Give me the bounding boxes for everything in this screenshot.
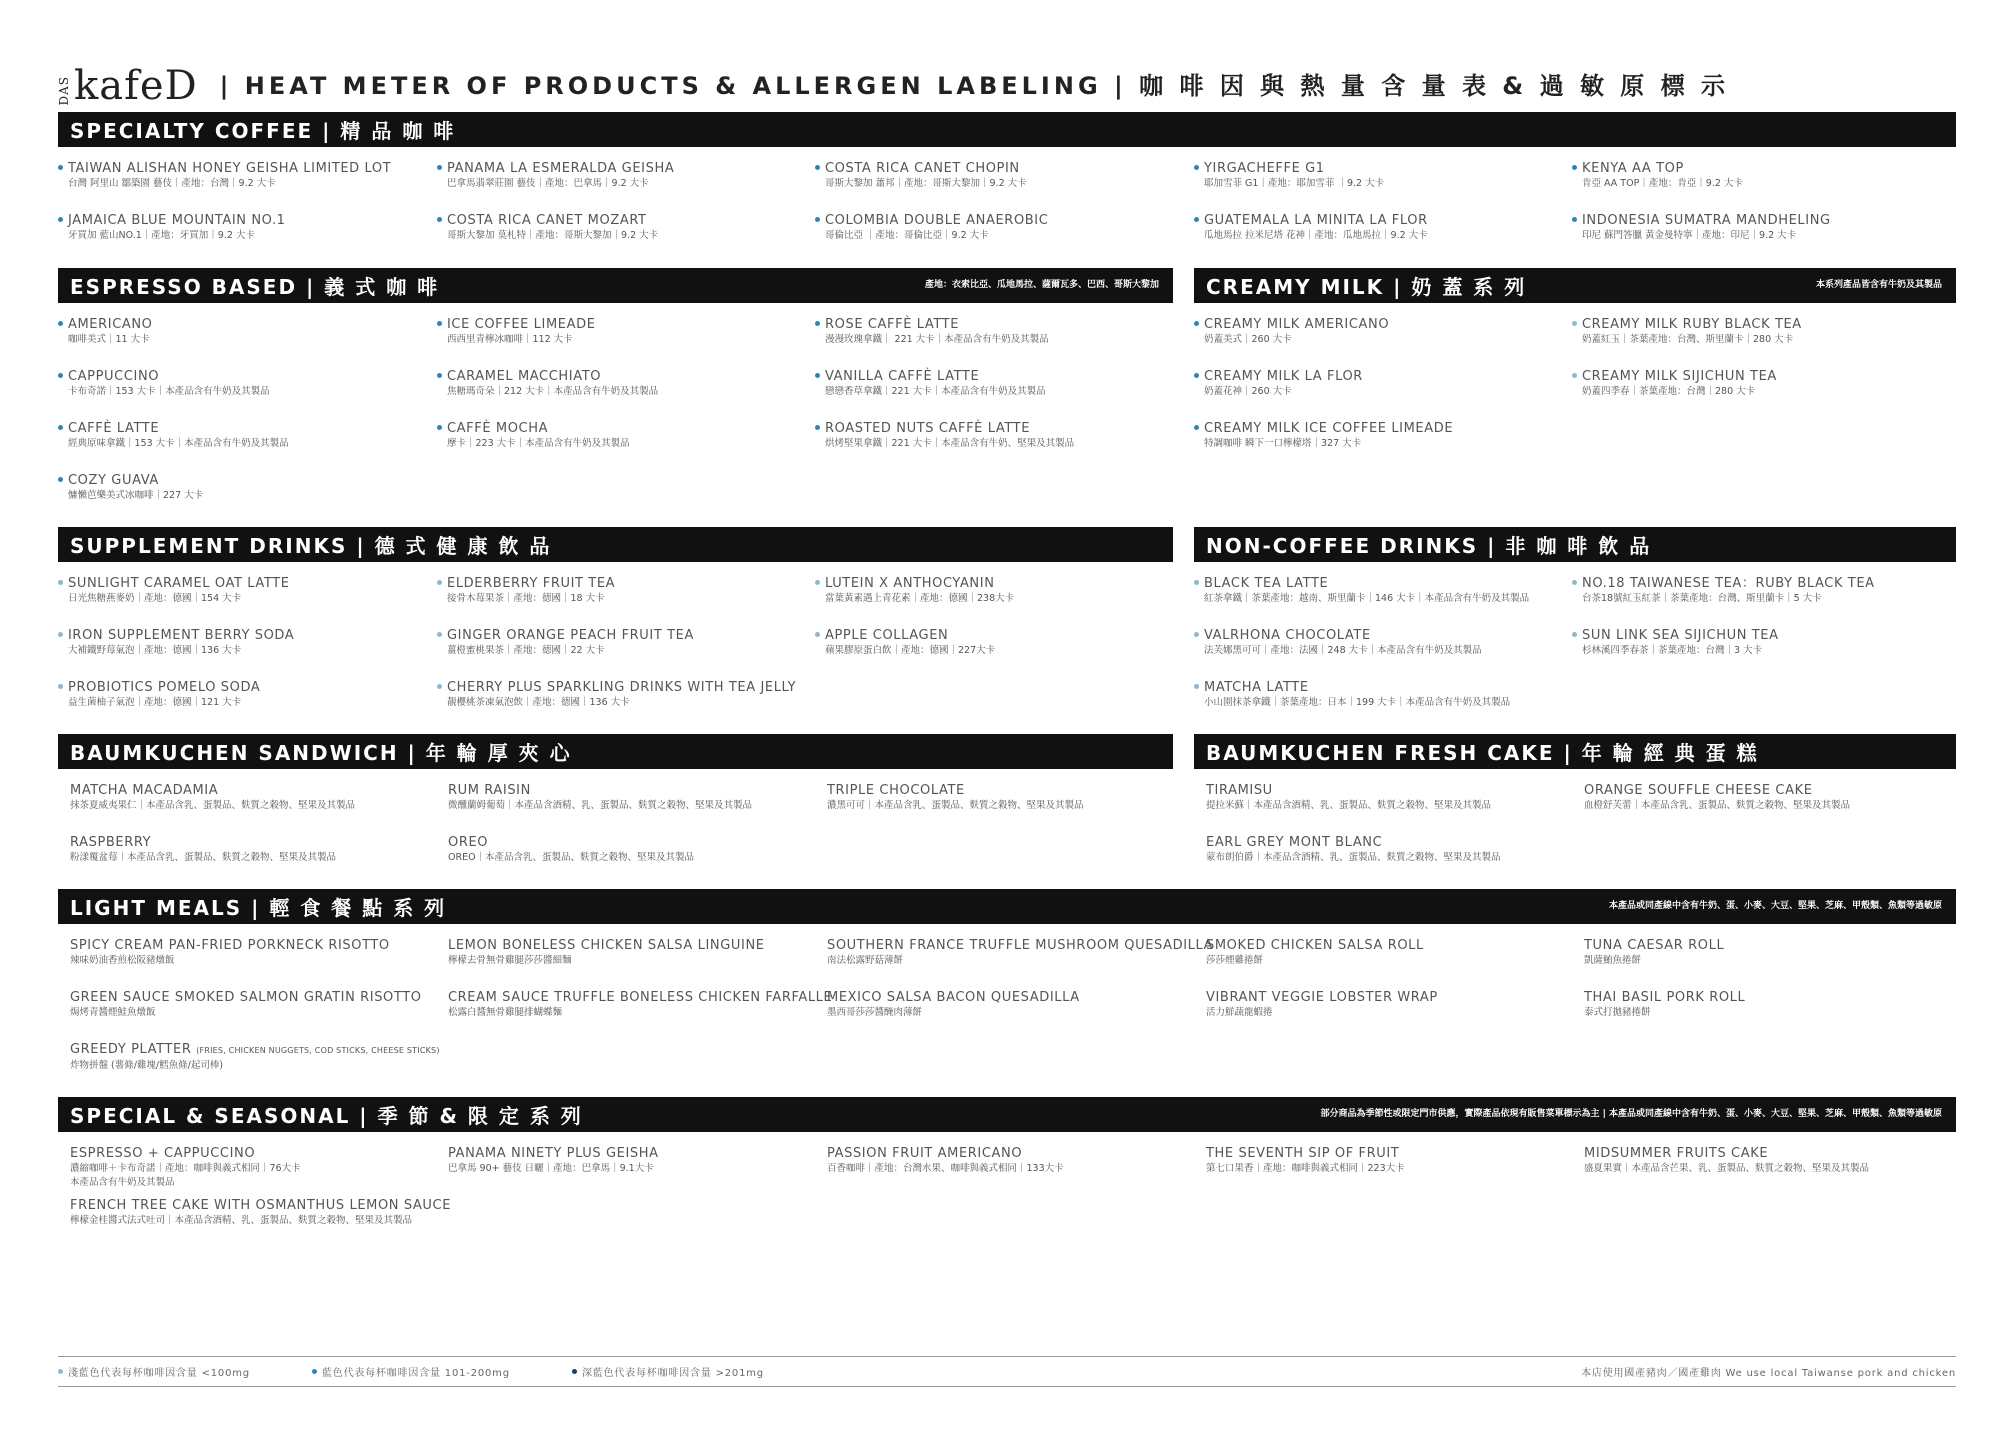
caffeine-dot-icon <box>1572 580 1577 585</box>
caffeine-dot-icon <box>1194 165 1199 170</box>
item-name: COSTA RICA CANET CHOPIN <box>825 161 1020 176</box>
menu-item <box>58 628 428 658</box>
item-desc: 辣味奶油香煎松阪豬燉飯 <box>70 955 175 966</box>
item-desc-allergen: 本產品含有牛奶及其製品 <box>70 1177 175 1188</box>
item-name: SPICY CREAM PAN-FRIED PORKNECK RISOTTO <box>70 938 390 953</box>
menu-item <box>58 161 428 191</box>
menu-item <box>815 317 1185 347</box>
item-name: ORANGE SOUFFLE CHEESE CAKE <box>1584 783 1813 798</box>
footer-divider-bottom <box>58 1386 1956 1387</box>
caffeine-dot-icon <box>437 165 442 170</box>
menu-item <box>437 317 807 347</box>
caffeine-dot-icon <box>58 321 63 326</box>
menu-item <box>70 1146 440 1190</box>
menu-item <box>1194 576 1564 606</box>
caffeine-dot-icon <box>1194 580 1199 585</box>
section-title: NON-COFFEE DRINKS | 非 咖 啡 飲 品 <box>1206 534 1652 558</box>
item-name: TIRAMISU <box>1206 783 1273 798</box>
menu-item <box>1584 990 1954 1020</box>
menu-item <box>437 628 807 658</box>
item-desc: 巴拿馬 90+ 藝伎 日曬｜產地：巴拿馬｜9.1大卡 <box>448 1163 654 1174</box>
caffeine-dot-icon <box>58 425 63 430</box>
item-desc: 蒙布朗伯爵｜本產品含酒精、乳、蛋製品、麩質之穀物、堅果及其製品 <box>1206 852 1501 863</box>
menu-item <box>437 213 807 243</box>
caffeine-dot-icon <box>1572 632 1577 637</box>
caffeine-dot-icon <box>1194 684 1199 689</box>
section-bar-supplement <box>58 527 1173 562</box>
caffeine-dot-icon <box>58 632 63 637</box>
item-desc: 奶蓋花神｜260 大卡 <box>1204 386 1292 397</box>
item-desc: 杉林溪四季春茶｜茶葉產地：台灣｜3 大卡 <box>1582 645 1763 656</box>
item-desc: 盛夏果實｜本產品含芒果、乳、蛋製品、麩質之穀物、堅果及其製品 <box>1584 1163 1870 1174</box>
brand-logo <box>57 63 198 109</box>
menu-item <box>815 161 1185 191</box>
item-name: LEMON BONELESS CHICKEN SALSA LINGUINE <box>448 938 765 953</box>
caffeine-dot-icon <box>815 321 820 326</box>
caffeine-dot-icon <box>1572 165 1577 170</box>
item-name: CHERRY PLUS SPARKLING DRINKS WITH TEA JELLY <box>447 680 797 695</box>
item-desc: 大補鐵野莓氣泡｜產地：德國｜136 大卡 <box>68 645 242 656</box>
item-name: MIDSUMMER FRUITS CAKE <box>1584 1146 1769 1161</box>
item-name: TAIWAN ALISHAN HONEY GEISHA LIMITED LOT <box>68 161 392 176</box>
menu-item <box>58 317 428 347</box>
item-name: CREAM SAUCE TRUFFLE BONELESS CHICKEN FARFALLE <box>448 990 833 1005</box>
item-desc: 血橙舒芙蕾｜本產品含乳、蛋製品、麩質之穀物、堅果及其製品 <box>1584 800 1851 811</box>
item-name: RASPBERRY <box>70 835 152 850</box>
item-name: CREAMY MILK LA FLOR <box>1204 369 1363 384</box>
item-desc: 台灣 阿里山 鄒築園 藝伎｜產地：台灣｜9.2 大卡 <box>68 178 276 189</box>
item-name: FRENCH TREE CAKE WITH OSMANTHUS LEMON SAUCE <box>70 1198 452 1213</box>
item-desc: 台茶18號紅玉紅茶｜茶葉產地：台灣、斯里蘭卡｜5 大卡 <box>1582 593 1822 604</box>
legend-mid <box>312 1364 510 1379</box>
caffeine-dot-icon <box>815 217 820 222</box>
item-desc: 戀戀香草拿鐵｜221 大卡｜本產品含有牛奶及其製品 <box>825 386 1046 397</box>
section-bar-meals <box>58 889 1956 924</box>
menu-item <box>827 990 1197 1020</box>
dark-dot-icon <box>572 1369 577 1374</box>
logo-prefix: DAS <box>57 76 71 106</box>
menu-item <box>70 1042 440 1073</box>
item-name: PASSION FRUIT AMERICANO <box>827 1146 1023 1161</box>
section-bar-sandwich <box>58 734 1173 769</box>
item-desc: 焦糖瑪奇朵｜212 大卡｜本產品含有牛奶及其製品 <box>447 386 659 397</box>
caffeine-dot-icon <box>437 684 442 689</box>
item-desc: 印尼 蘇門答臘 黃金曼特寧｜產地：印尼｜9.2 大卡 <box>1582 230 1797 241</box>
menu-item <box>1572 317 1942 347</box>
item-desc: 烘烤堅果拿鐵｜221 大卡｜本產品含有牛奶、堅果及其製品 <box>825 438 1075 449</box>
legend-dark <box>572 1364 764 1379</box>
item-name: CREAMY MILK AMERICANO <box>1204 317 1390 332</box>
item-name: CREAMY MILK SIJICHUN TEA <box>1582 369 1777 384</box>
item-desc: 蘋果膠原蛋白飲｜產地：德國｜227大卡 <box>825 645 996 656</box>
item-name: COLOMBIA DOUBLE ANAEROBIC <box>825 213 1049 228</box>
item-name: KENYA AA TOP <box>1582 161 1684 176</box>
item-name: TRIPLE CHOCOLATE <box>827 783 965 798</box>
item-desc: 檸檬去骨無骨雞腿莎莎醬細麵 <box>448 955 572 966</box>
menu-item <box>58 369 428 399</box>
menu-item <box>1206 783 1576 813</box>
caffeine-dot-icon <box>815 165 820 170</box>
section-note: 產地：衣索比亞、瓜地馬拉、薩爾瓦多、巴西、哥斯大黎加 <box>924 280 1159 290</box>
caffeine-dot-icon <box>1572 373 1577 378</box>
item-name: VALRHONA CHOCOLATE <box>1204 628 1371 643</box>
item-desc: 接骨木莓果茶｜產地：德國｜18 大卡 <box>447 593 605 604</box>
caffeine-dot-icon <box>1572 321 1577 326</box>
logo-name: kafeD <box>74 63 198 109</box>
page-header <box>57 58 1730 109</box>
item-name: SUN LINK SEA SIJICHUN TEA <box>1582 628 1779 643</box>
section-title: SPECIAL & SEASONAL | 季 節 & 限 定 系 列 <box>70 1104 583 1128</box>
item-desc: 焗烤青醬煙鮭魚燉飯 <box>70 1007 156 1018</box>
caffeine-dot-icon <box>58 684 63 689</box>
menu-item <box>58 421 428 451</box>
caffeine-dot-icon <box>58 373 63 378</box>
menu-item <box>437 161 807 191</box>
item-name: GINGER ORANGE PEACH FRUIT TEA <box>447 628 694 643</box>
item-desc: 微醺蘭姆葡萄｜本產品含酒精、乳、蛋製品、麩質之穀物、堅果及其製品 <box>448 800 753 811</box>
item-name: INDONESIA SUMATRA MANDHELING <box>1582 213 1831 228</box>
caffeine-dot-icon <box>437 425 442 430</box>
item-desc: 紅茶拿鐵｜茶葉產地：越南、斯里蘭卡｜146 大卡｜本產品含有牛奶及其製品 <box>1204 593 1530 604</box>
item-name: CAFFÈ MOCHA <box>447 421 549 436</box>
item-desc: 莎莎煙雞捲餅 <box>1206 955 1264 966</box>
item-desc: 泰式打拋豬捲餅 <box>1584 1007 1651 1018</box>
item-desc: 咖啡美式｜11 大卡 <box>68 334 150 345</box>
menu-item <box>448 835 818 865</box>
item-name: OREO <box>448 835 489 850</box>
item-name: CREAMY MILK ICE COFFEE LIMEADE <box>1204 421 1454 436</box>
item-name: LUTEIN X ANTHOCYANIN <box>825 576 995 591</box>
item-desc: 牙買加 藍山NO.1｜產地：牙買加｜9.2 大卡 <box>68 230 255 241</box>
section-note: 本系列產品皆含有牛奶及其製品 <box>1815 280 1942 290</box>
section-title: LIGHT MEALS | 輕 食 餐 點 系 列 <box>70 896 447 920</box>
item-desc: 卡布奇諾｜153 大卡｜本產品含有牛奶及其製品 <box>68 386 270 397</box>
section-bar-specialty <box>58 112 1956 147</box>
legend-light <box>58 1364 250 1379</box>
item-desc: 南法松露野菇薄餅 <box>827 955 904 966</box>
section-title: SUPPLEMENT DRINKS | 德 式 健 康 飲 品 <box>70 534 552 558</box>
menu-item <box>70 938 440 968</box>
menu-item <box>1194 628 1564 658</box>
item-desc: 哥倫比亞 ｜產地：哥倫比亞｜9.2 大卡 <box>825 230 989 241</box>
item-desc: 墨西哥莎莎醬醃肉薄餅 <box>827 1007 923 1018</box>
item-desc: 活力鮮蔬龍蝦捲 <box>1206 1007 1273 1018</box>
menu-item <box>827 938 1214 968</box>
item-name: THE SEVENTH SIP OF FRUIT <box>1206 1146 1400 1161</box>
item-name: BLACK TEA LATTE <box>1204 576 1329 591</box>
menu-item <box>437 421 807 451</box>
menu-item <box>1572 213 1942 243</box>
footer-note: 本店使用國產豬肉／國產雞肉 We use local Taiwanse pork and chicken <box>1581 1368 1956 1379</box>
caffeine-dot-icon <box>1194 217 1199 222</box>
item-desc: OREO｜本產品含乳、蛋製品、麩質之穀物、堅果及其製品 <box>448 852 695 863</box>
item-desc: 法芙娜黑可可｜產地：法國｜248 大卡｜本產品含有牛奶及其製品 <box>1204 645 1482 656</box>
item-name: GUATEMALA LA MINITA LA FLOR <box>1204 213 1428 228</box>
item-desc: 薑橙蜜桃果茶｜產地：德國｜22 大卡 <box>447 645 605 656</box>
menu-item <box>815 421 1185 451</box>
item-desc: 經典原味拿鐵｜153 大卡｜本產品含有牛奶及其製品 <box>68 438 289 449</box>
item-name: AMERICANO <box>68 317 153 332</box>
menu-item <box>815 628 1185 658</box>
item-name: EARL GREY MONT BLANC <box>1206 835 1383 850</box>
caffeine-dot-icon <box>1194 373 1199 378</box>
item-name: ICE COFFEE LIMEADE <box>447 317 596 332</box>
item-desc: 肯亞 AA TOP｜產地：肯亞｜9.2 大卡 <box>1582 178 1743 189</box>
item-name: MATCHA LATTE <box>1204 680 1309 695</box>
menu-item <box>437 369 807 399</box>
menu-item <box>1572 628 1942 658</box>
menu-item <box>1194 421 1564 451</box>
menu-item <box>58 680 428 710</box>
item-name: COSTA RICA CANET MOZART <box>447 213 647 228</box>
item-desc: 檸檬金桂醬式法式吐司｜本產品含酒精、乳、蛋製品、麩質之穀物、堅果及其製品 <box>70 1215 413 1226</box>
menu-item <box>70 990 440 1020</box>
item-name: GREEN SAUCE SMOKED SALMON GRATIN RISOTTO <box>70 990 422 1005</box>
item-name: JAMAICA BLUE MOUNTAIN NO.1 <box>68 213 286 228</box>
item-desc: 靚櫻桃茶凍氣泡飲｜產地：德國｜136 大卡 <box>447 697 630 708</box>
item-desc: 奶蓋美式｜260 大卡 <box>1204 334 1292 345</box>
menu-item <box>448 1146 818 1176</box>
caffeine-dot-icon <box>437 632 442 637</box>
menu-item <box>1584 938 1954 968</box>
menu-item <box>1584 1146 1954 1176</box>
footer-divider <box>58 1356 1956 1357</box>
caffeine-dot-icon <box>58 165 63 170</box>
caffeine-dot-icon <box>437 217 442 222</box>
menu-item <box>1194 213 1564 243</box>
item-name: PROBIOTICS POMELO SODA <box>68 680 261 695</box>
caffeine-dot-icon <box>1194 425 1199 430</box>
menu-item <box>1206 835 1576 865</box>
item-name: CREAMY MILK RUBY BLACK TEA <box>1582 317 1802 332</box>
item-name: YIRGACHEFFE G1 <box>1204 161 1325 176</box>
caffeine-dot-icon <box>815 632 820 637</box>
item-desc: 松露白醬無骨雞腿排蝴蝶麵 <box>448 1007 563 1018</box>
menu-item <box>1206 1146 1576 1176</box>
item-desc: 益生菌柚子氣泡｜產地：德國｜121 大卡 <box>68 697 242 708</box>
item-name: IRON SUPPLEMENT BERRY SODA <box>68 628 295 643</box>
menu-item <box>448 990 833 1020</box>
caffeine-dot-icon <box>1572 217 1577 222</box>
item-name: APPLE COLLAGEN <box>825 628 949 643</box>
menu-item <box>448 938 818 968</box>
caffeine-dot-icon <box>58 477 63 482</box>
menu-item <box>70 1198 452 1228</box>
item-name: ROSE CAFFÈ LATTE <box>825 317 960 332</box>
item-name: SUNLIGHT CARAMEL OAT LATTE <box>68 576 290 591</box>
caffeine-dot-icon <box>815 580 820 585</box>
item-desc: 小山園抹茶拿鐵｜茶葉產地：日本｜199 大卡｜本產品含有牛奶及其製品 <box>1204 697 1511 708</box>
item-desc: 粉漾覆盆莓｜本產品含乳、蛋製品、麩質之穀物、堅果及其製品 <box>70 852 337 863</box>
caffeine-dot-icon <box>58 217 63 222</box>
item-desc: 當葉黃素遇上青花素｜產地：德國｜238大卡 <box>825 593 1015 604</box>
item-desc: 第七口果香｜產地：咖啡與義式相同｜223大卡 <box>1206 1163 1405 1174</box>
menu-item <box>58 213 428 243</box>
item-desc: 百香咖啡｜產地：台灣水果、咖啡與義式相同｜133大卡 <box>827 1163 1064 1174</box>
legend-light-label: 淺藍色代表每杯咖啡因含量 <100mg <box>68 1368 250 1379</box>
section-title: BAUMKUCHEN SANDWICH | 年 輪 厚 夾 心 <box>70 741 572 765</box>
item-desc: 濃縮咖啡＋卡布奇諾｜產地：咖啡與義式相同｜76大卡 <box>70 1163 301 1174</box>
menu-item <box>1584 783 1954 813</box>
item-name: CAPPUCCINO <box>68 369 160 384</box>
section-note: 本產品或同產線中含有牛奶、蛋、小麥、大豆、堅果、芝麻、甲殼類、魚類等過敏原 <box>1608 901 1942 911</box>
menu-item <box>448 783 818 813</box>
item-desc: 摩卡｜223 大卡｜本產品含有牛奶及其製品 <box>447 438 630 449</box>
item-name: PANAMA LA ESMERALDA GEISHA <box>447 161 675 176</box>
item-desc: 巴拿馬翡翠莊園 藝伎｜產地：巴拿馬｜9.2 大卡 <box>447 178 649 189</box>
menu-item <box>437 680 807 710</box>
section-title: BAUMKUCHEN FRESH CAKE | 年 輪 經 典 蛋 糕 <box>1206 741 1759 765</box>
section-bar-seasonal <box>58 1097 1956 1132</box>
caffeine-dot-icon <box>58 580 63 585</box>
item-name: VIBRANT VEGGIE LOBSTER WRAP <box>1206 990 1438 1005</box>
legend-dark-label: 深藍色代表每杯咖啡因含量 >201mg <box>582 1368 764 1379</box>
menu-item <box>70 783 440 813</box>
light-dot-icon <box>58 1369 63 1374</box>
item-desc: 奶蓋紅玉｜茶葉產地：台灣、斯里蘭卡｜280 大卡 <box>1582 334 1794 345</box>
caffeine-dot-icon <box>437 373 442 378</box>
item-desc: 凱薩鮪魚捲餅 <box>1584 955 1642 966</box>
item-desc: 提拉米蘇｜本產品含酒精、乳、蛋製品、麩質之穀物、堅果及其製品 <box>1206 800 1492 811</box>
item-desc: 漫漫玫瑰拿鐵｜ 221 大卡｜本產品含有牛奶及其製品 <box>825 334 1049 345</box>
menu-item <box>1194 369 1564 399</box>
menu-item <box>1194 680 1564 710</box>
item-name: SOUTHERN FRANCE TRUFFLE MUSHROOM QUESADILLA <box>827 938 1214 953</box>
item-name: MEXICO SALSA BACON QUESADILLA <box>827 990 1080 1005</box>
section-bar-creamy <box>1194 268 1956 303</box>
menu-item <box>1572 161 1942 191</box>
item-desc: 西西里青檸冰咖啡｜112 大卡 <box>447 334 573 345</box>
item-name: MATCHA MACADAMIA <box>70 783 219 798</box>
item-desc: 特調咖啡 瞬下一口檸檬塔｜327 大卡 <box>1204 438 1362 449</box>
menu-item <box>1194 161 1564 191</box>
item-name: THAI BASIL PORK ROLL <box>1584 990 1746 1005</box>
menu-item <box>58 576 428 606</box>
item-name: SMOKED CHICKEN SALSA ROLL <box>1206 938 1424 953</box>
menu-item <box>815 369 1185 399</box>
menu-item <box>70 835 440 865</box>
item-name-note: (FRIES, CHICKEN NUGGETS, COD STICKS, CHEESE STICKS) <box>196 1046 440 1055</box>
section-note: 部分商品為季節性或限定門市供應，實際產品依現有販售菜單標示為主 | 本產品或同產線中含有牛奶、蛋、小麥、大豆、堅果、芝麻、甲殼類、魚類等過敏原 <box>1320 1109 1942 1119</box>
item-desc: 哥斯大黎加 莫札特｜產地：哥斯大黎加｜9.2 大卡 <box>447 230 659 241</box>
section-bar-espresso <box>58 268 1173 303</box>
menu-item <box>1206 990 1576 1020</box>
caffeine-dot-icon <box>437 321 442 326</box>
item-desc: 炸物拼盤 (薯條/雞塊/鱈魚條/起司棒) <box>70 1060 224 1071</box>
menu-item <box>1572 576 1942 606</box>
section-bar-cake <box>1194 734 1956 769</box>
item-desc: 哥斯大黎加 蕭邦｜產地：哥斯大黎加｜9.2 大卡 <box>825 178 1027 189</box>
caffeine-dot-icon <box>1194 632 1199 637</box>
item-desc: 耶加雪菲 G1｜產地：耶加雪菲 ｜9.2 大卡 <box>1204 178 1385 189</box>
item-name: VANILLA CAFFÈ LATTE <box>825 369 980 384</box>
section-title: ESPRESSO BASED | 義 式 咖 啡 <box>70 275 440 299</box>
caffeine-dot-icon <box>815 425 820 430</box>
legend-mid-label: 藍色代表每杯咖啡因含量 101-200mg <box>322 1368 510 1379</box>
caffeine-dot-icon <box>437 580 442 585</box>
mid-dot-icon <box>312 1369 317 1374</box>
item-desc: 濃黑可可｜本產品含乳、蛋製品、麩質之穀物、堅果及其製品 <box>827 800 1084 811</box>
caffeine-dot-icon <box>1194 321 1199 326</box>
item-name: CAFFÈ LATTE <box>68 421 160 436</box>
page-title: | HEAT METER OF PRODUCTS & ALLERGEN LABELING | 咖 啡 因 與 熱 量 含 量 表 & 過 敏 原 標 示 <box>219 72 1730 100</box>
item-name: GREEDY PLATTER <box>70 1042 192 1057</box>
menu-item <box>1572 369 1942 399</box>
menu-item <box>827 783 1197 813</box>
menu-item <box>437 576 807 606</box>
item-desc: 日光焦糖燕麥奶｜產地：德國｜154 大卡 <box>68 593 242 604</box>
section-bar-noncoffee <box>1194 527 1956 562</box>
item-name: NO.18 TAIWANESE TEA：RUBY BLACK TEA <box>1582 576 1875 591</box>
section-title: CREAMY MILK | 奶 蓋 系 列 <box>1206 275 1527 299</box>
menu-item <box>815 576 1185 606</box>
item-name: RUM RAISIN <box>448 783 531 798</box>
item-desc: 慵懶芭樂美式冰咖啡｜227 大卡 <box>68 490 204 501</box>
menu-item <box>827 1146 1197 1176</box>
menu-item <box>1206 938 1576 968</box>
menu-item <box>58 473 428 503</box>
menu-item <box>815 213 1185 243</box>
item-name: ESPRESSO + CAPPUCCINO <box>70 1146 256 1161</box>
item-name: CARAMEL MACCHIATO <box>447 369 602 384</box>
item-name: PANAMA NINETY PLUS GEISHA <box>448 1146 659 1161</box>
item-desc: 奶蓋四季春｜茶葉產地：台灣｜280 大卡 <box>1582 386 1756 397</box>
item-name: COZY GUAVA <box>68 473 159 488</box>
item-name: ELDERBERRY FRUIT TEA <box>447 576 616 591</box>
item-name: ROASTED NUTS CAFFÈ LATTE <box>825 421 1031 436</box>
menu-item <box>1194 317 1564 347</box>
section-title: SPECIALTY COFFEE | 精 品 咖 啡 <box>70 119 456 143</box>
caffeine-dot-icon <box>815 373 820 378</box>
item-name: TUNA CAESAR ROLL <box>1584 938 1725 953</box>
item-desc: 抹茶夏威夷果仁｜本產品含乳、蛋製品、麩質之穀物、堅果及其製品 <box>70 800 356 811</box>
item-desc: 瓜地馬拉 拉米尼塔 花神｜產地：瓜地馬拉｜9.2 大卡 <box>1204 230 1428 241</box>
